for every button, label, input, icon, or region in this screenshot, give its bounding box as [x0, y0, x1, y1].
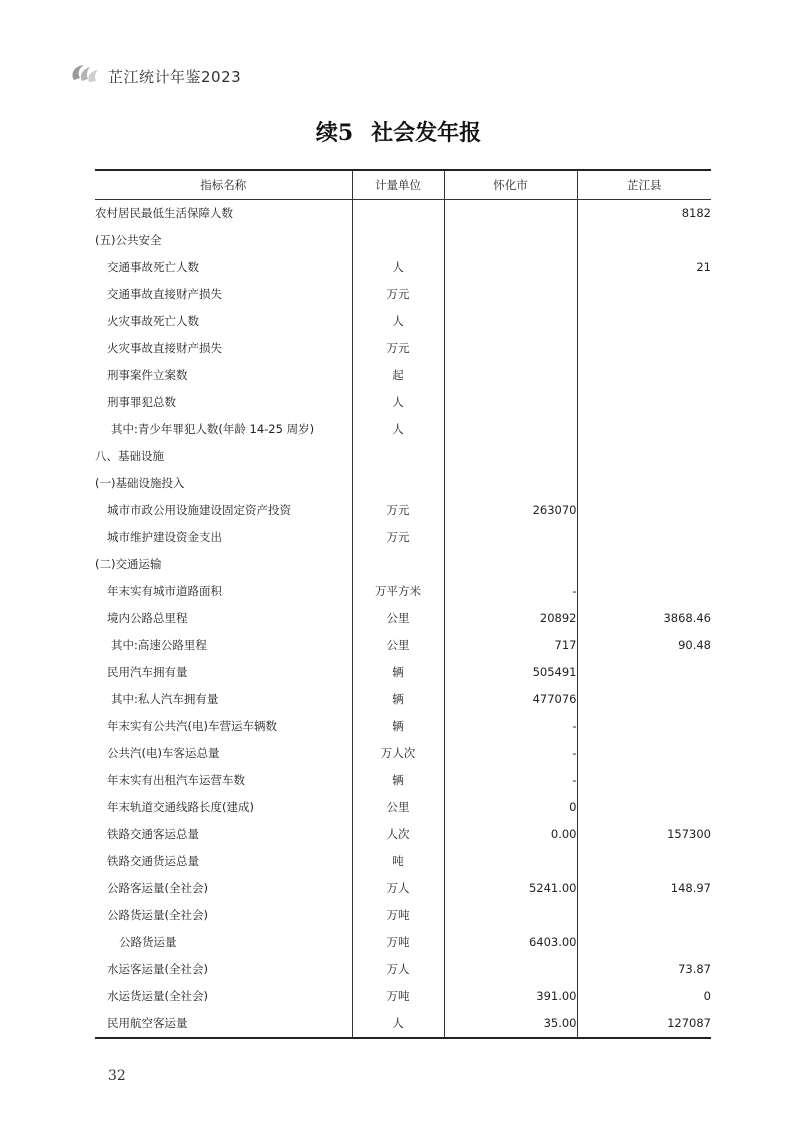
row-value-zhijiang [577, 551, 711, 578]
table-row [95, 470, 711, 497]
row-unit: 万吨 [352, 902, 444, 929]
row-unit: 万元 [352, 497, 444, 524]
row-value-huaihua: 391.00 [444, 983, 577, 1010]
heading-title: 社会发年报 [371, 120, 482, 146]
table-row [95, 956, 711, 983]
row-unit: 人 [352, 1010, 444, 1038]
row-unit: 公里 [352, 632, 444, 659]
row-value-huaihua [444, 902, 577, 929]
row-value-huaihua: - [444, 767, 577, 794]
row-value-huaihua [444, 956, 577, 983]
table-row [95, 362, 711, 389]
yearbook-logo-icon [68, 62, 104, 86]
col-header-zhijiang: 芷江县 [577, 170, 711, 200]
table-row [95, 659, 711, 686]
table-row [95, 200, 711, 228]
table-row [95, 308, 711, 335]
row-value-zhijiang: 157300 [577, 821, 711, 848]
table-row [95, 416, 711, 443]
row-value-zhijiang [577, 686, 711, 713]
row-value-huaihua [444, 254, 577, 281]
page-number: 32 [108, 1068, 126, 1084]
row-value-huaihua [444, 470, 577, 497]
row-value-zhijiang [577, 416, 711, 443]
row-unit: 人次 [352, 821, 444, 848]
row-indicator-name: 水运客运量(全社会) [107, 962, 208, 976]
table-row [95, 227, 711, 254]
row-value-huaihua [444, 200, 577, 228]
row-unit: 万元 [352, 524, 444, 551]
row-unit: 辆 [352, 686, 444, 713]
table-row [95, 578, 711, 605]
row-indicator-name: 年末轨道交通线路长度(建成) [107, 800, 254, 814]
table-row [95, 740, 711, 767]
table-row [95, 794, 711, 821]
row-indicator-name: 公路货运量 [119, 935, 177, 949]
row-value-huaihua [444, 362, 577, 389]
row-value-zhijiang [577, 497, 711, 524]
row-unit: 人 [352, 416, 444, 443]
table-body [95, 200, 711, 1039]
row-value-zhijiang [577, 929, 711, 956]
table-row [95, 848, 711, 875]
table-row [95, 551, 711, 578]
row-indicator-name: 民用航空客运量 [107, 1016, 188, 1030]
row-value-huaihua [444, 848, 577, 875]
row-unit: 公里 [352, 794, 444, 821]
table-row [95, 389, 711, 416]
statistics-table [95, 169, 711, 1039]
table-row [95, 767, 711, 794]
row-unit: 万平方米 [352, 578, 444, 605]
row-indicator-name: 城市维护建设资金支出 [107, 530, 222, 544]
row-unit [352, 443, 444, 470]
row-value-huaihua: - [444, 713, 577, 740]
row-indicator-name: 年末实有城市道路面积 [107, 584, 222, 598]
row-indicator-name: 交通事故死亡人数 [107, 260, 199, 274]
row-value-zhijiang: 73.87 [577, 956, 711, 983]
row-value-huaihua: - [444, 578, 577, 605]
table-row [95, 632, 711, 659]
row-value-huaihua [444, 227, 577, 254]
row-indicator-name: 水运货运量(全社会) [107, 989, 208, 1003]
row-indicator-name: 公路客运量(全社会) [107, 881, 208, 895]
row-value-zhijiang [577, 470, 711, 497]
row-value-huaihua [444, 389, 577, 416]
row-indicator-name: 境内公路总里程 [107, 611, 188, 625]
row-value-zhijiang [577, 767, 711, 794]
table-header [95, 170, 711, 200]
row-value-zhijiang [577, 524, 711, 551]
table-row [95, 281, 711, 308]
row-value-huaihua [444, 308, 577, 335]
row-value-zhijiang [577, 389, 711, 416]
row-value-zhijiang [577, 713, 711, 740]
table-row [95, 902, 711, 929]
row-value-huaihua [444, 281, 577, 308]
row-value-zhijiang: 8182 [577, 200, 711, 228]
row-value-zhijiang [577, 335, 711, 362]
row-value-huaihua: 20892 [444, 605, 577, 632]
row-value-zhijiang: 0 [577, 983, 711, 1010]
row-unit: 辆 [352, 713, 444, 740]
row-unit [352, 551, 444, 578]
row-unit: 万元 [352, 335, 444, 362]
table-row [95, 1010, 711, 1038]
row-indicator-name: 其中:高速公路里程 [111, 638, 207, 652]
row-indicator-name: 公共汽(电)车客运总量 [107, 746, 220, 760]
heading-prefix: 续5 [315, 120, 354, 146]
table-row [95, 929, 711, 956]
row-indicator-name: 火灾事故死亡人数 [107, 314, 199, 328]
table-row [95, 713, 711, 740]
row-unit: 万人 [352, 875, 444, 902]
row-value-huaihua: 0 [444, 794, 577, 821]
row-indicator-name: 城市市政公用设施建设固定资产投资 [107, 503, 291, 517]
table-row [95, 335, 711, 362]
row-indicator-name: 民用汽车拥有量 [107, 665, 188, 679]
row-value-huaihua: 35.00 [444, 1010, 577, 1038]
row-unit: 起 [352, 362, 444, 389]
row-unit: 辆 [352, 767, 444, 794]
row-value-zhijiang [577, 902, 711, 929]
row-indicator-name: 年末实有出租汽车运营车数 [107, 773, 245, 787]
table-row [95, 875, 711, 902]
row-indicator-name: 农村居民最低生活保障人数 [95, 206, 233, 220]
row-unit [352, 227, 444, 254]
table-row [95, 524, 711, 551]
row-value-zhijiang [577, 308, 711, 335]
row-indicator-name: 交通事故直接财产损失 [107, 287, 222, 301]
row-value-huaihua [444, 335, 577, 362]
table-row [95, 686, 711, 713]
row-value-huaihua: 6403.00 [444, 929, 577, 956]
row-unit: 万吨 [352, 929, 444, 956]
row-value-zhijiang [577, 659, 711, 686]
row-indicator-name: 铁路交通客运总量 [107, 827, 199, 841]
row-indicator-name: 刑事案件立案数 [107, 368, 188, 382]
book-title: 芷江统计年鉴2023 [108, 68, 242, 86]
row-indicator-name: 刑事罪犯总数 [107, 395, 176, 409]
row-value-zhijiang: 3868.46 [577, 605, 711, 632]
page-heading [0, 116, 793, 147]
col-header-unit: 计量单位 [352, 170, 444, 200]
table-row [95, 983, 711, 1010]
row-value-huaihua: 5241.00 [444, 875, 577, 902]
table-row [95, 254, 711, 281]
row-value-zhijiang [577, 227, 711, 254]
table-row [95, 443, 711, 470]
row-unit [352, 200, 444, 228]
row-unit: 万元 [352, 281, 444, 308]
row-value-zhijiang: 90.48 [577, 632, 711, 659]
row-unit: 人 [352, 254, 444, 281]
row-value-huaihua: 717 [444, 632, 577, 659]
row-indicator-name: 八、基础设施 [95, 449, 164, 463]
row-value-huaihua [444, 443, 577, 470]
row-value-huaihua: 505491 [444, 659, 577, 686]
row-indicator-name: 其中:私人汽车拥有量 [111, 692, 219, 706]
row-indicator-name: (一)基础设施投入 [95, 476, 185, 490]
row-value-huaihua [444, 551, 577, 578]
row-value-zhijiang [577, 578, 711, 605]
table-row [95, 497, 711, 524]
row-value-zhijiang [577, 848, 711, 875]
row-unit: 人 [352, 389, 444, 416]
row-unit: 人 [352, 308, 444, 335]
row-indicator-name: 年末实有公共汽(电)车营运车辆数 [107, 719, 277, 733]
row-indicator-name: 火灾事故直接财产损失 [107, 341, 222, 355]
row-value-zhijiang [577, 794, 711, 821]
row-unit [352, 470, 444, 497]
row-value-zhijiang [577, 443, 711, 470]
row-value-huaihua [444, 416, 577, 443]
row-unit: 万人次 [352, 740, 444, 767]
row-value-zhijiang [577, 740, 711, 767]
table-row [95, 821, 711, 848]
row-indicator-name: (五)公共安全 [95, 233, 162, 247]
row-indicator-name: 其中:青少年罪犯人数(年龄 14-25 周岁) [111, 422, 315, 436]
row-value-huaihua: 263070 [444, 497, 577, 524]
row-value-huaihua [444, 524, 577, 551]
row-indicator-name: (二)交通运输 [95, 557, 162, 571]
row-unit: 吨 [352, 848, 444, 875]
col-header-huaihua: 怀化市 [444, 170, 577, 200]
row-value-zhijiang [577, 281, 711, 308]
row-value-huaihua: - [444, 740, 577, 767]
row-value-huaihua: 0.00 [444, 821, 577, 848]
row-value-huaihua: 477076 [444, 686, 577, 713]
row-unit: 万吨 [352, 983, 444, 1010]
row-unit: 万人 [352, 956, 444, 983]
row-value-zhijiang: 127087 [577, 1010, 711, 1038]
col-header-indicator: 指标名称 [200, 177, 247, 192]
row-value-zhijiang: 21 [577, 254, 711, 281]
row-value-zhijiang [577, 362, 711, 389]
row-indicator-name: 铁路交通货运总量 [107, 854, 199, 868]
row-unit: 辆 [352, 659, 444, 686]
table-row [95, 605, 711, 632]
row-indicator-name: 公路货运量(全社会) [107, 908, 208, 922]
row-unit: 公里 [352, 605, 444, 632]
row-value-zhijiang: 148.97 [577, 875, 711, 902]
